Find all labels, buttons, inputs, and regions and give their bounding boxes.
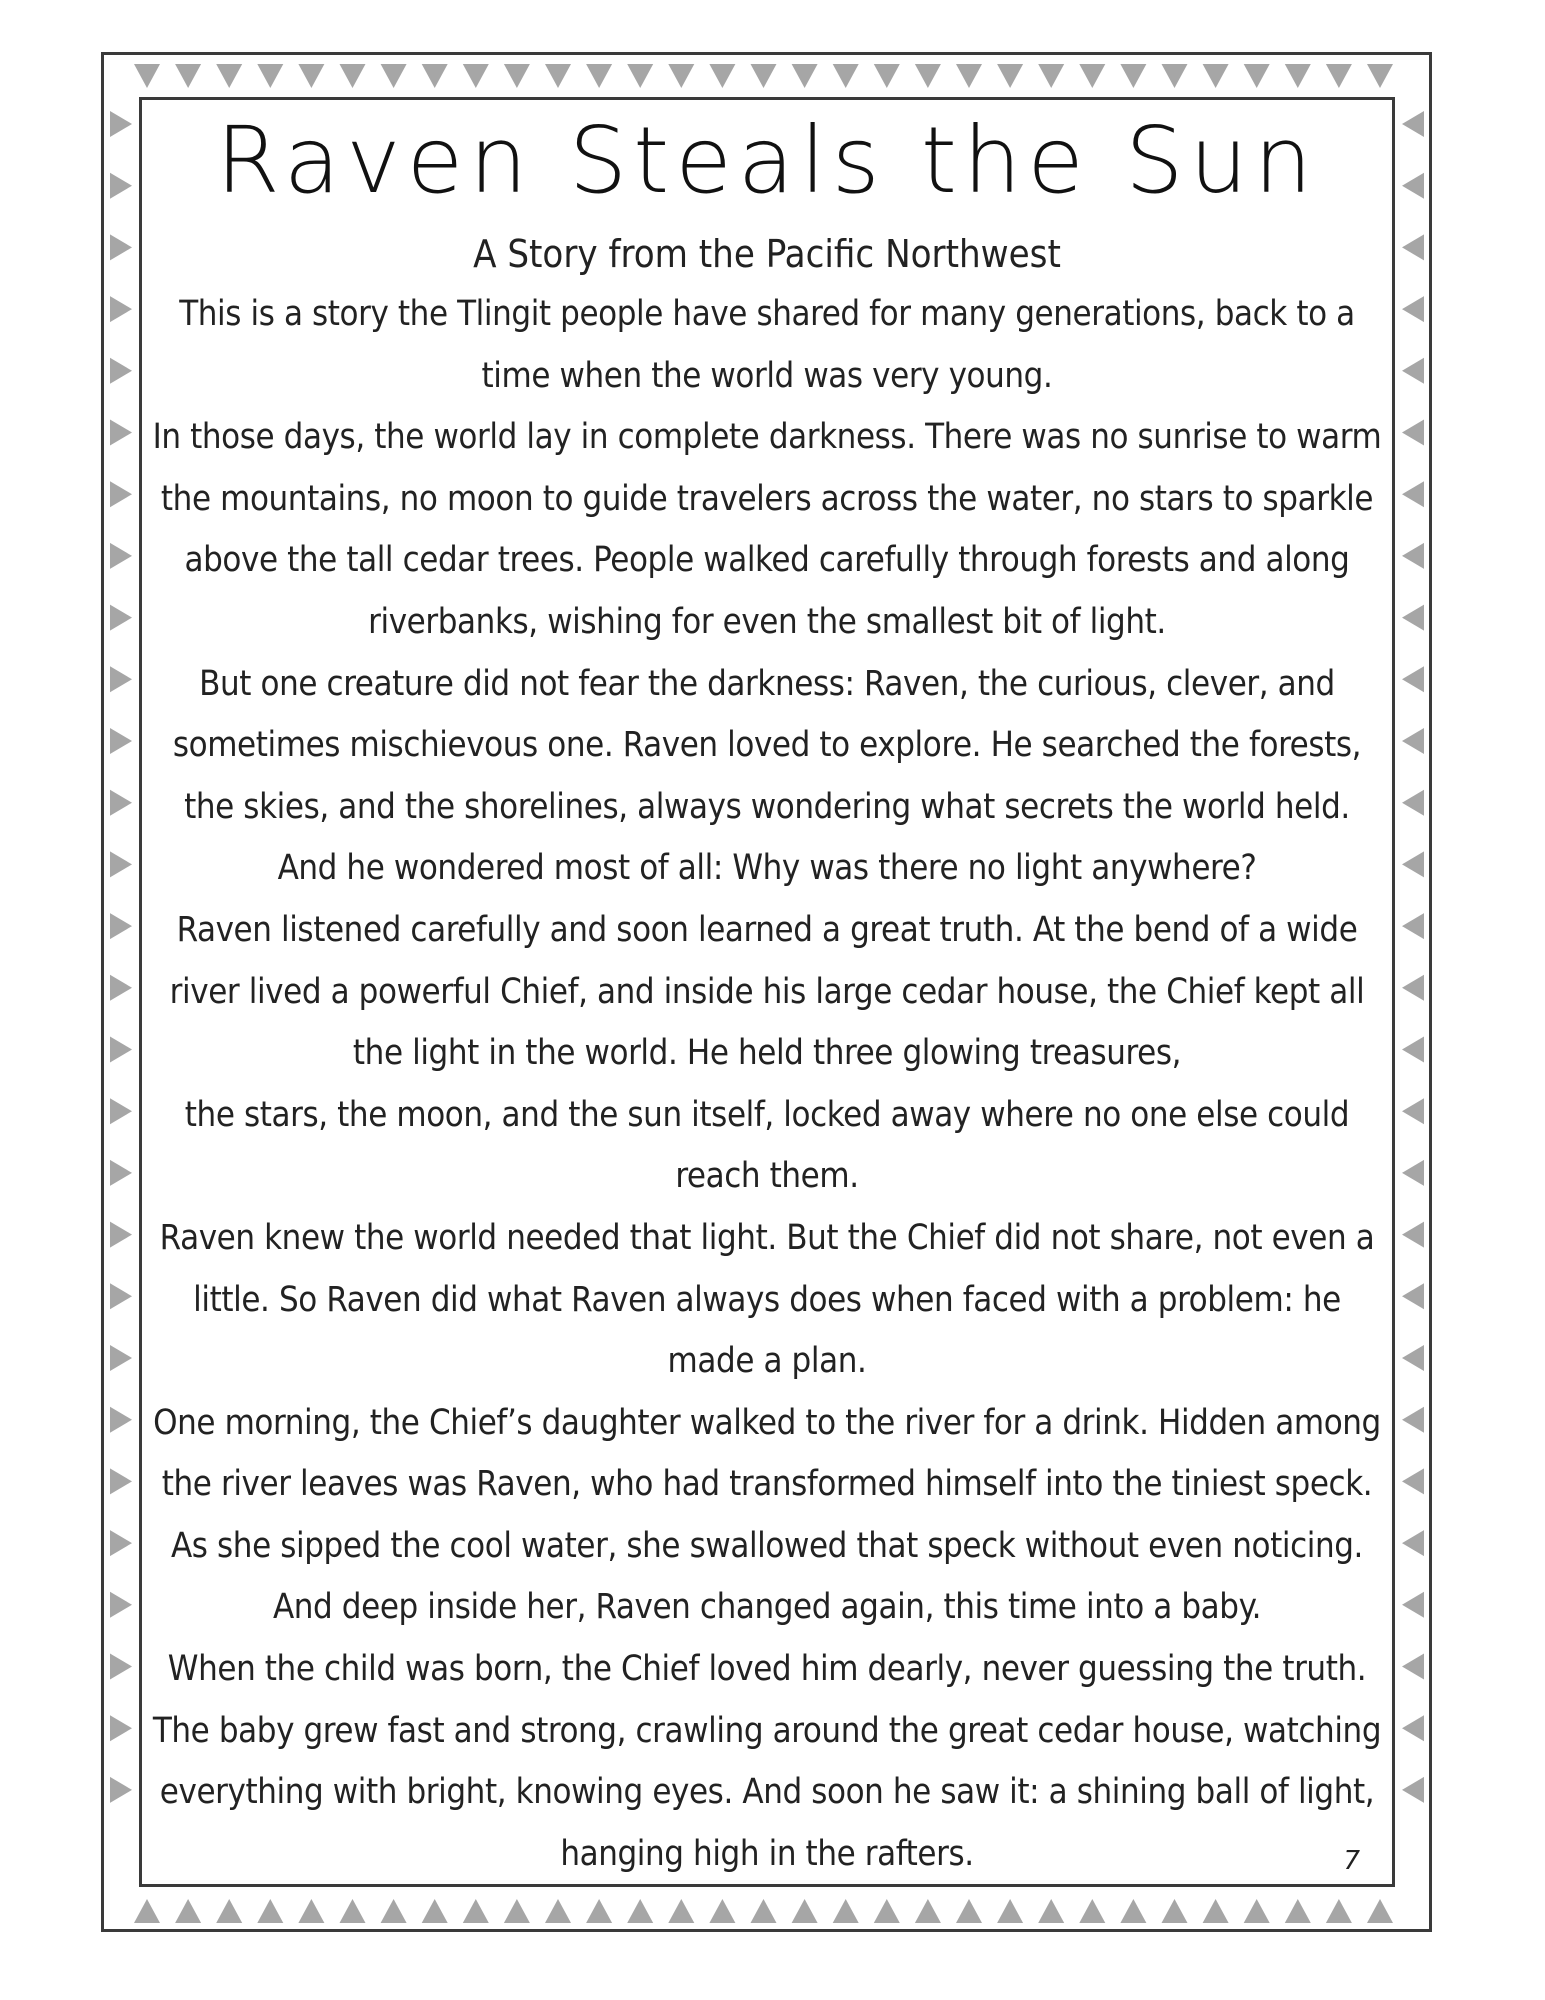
story-paragraph: Raven knew the world needed that light. But the Chief did not share, not even a little. So Raven did what Raven always does when faced with a problem: he made a plan. <box>159 1217 1375 1382</box>
page-content <box>150 100 1384 1880</box>
page-number: 7 <box>1343 1846 1360 1876</box>
story-paragraph: In those days, the world lay in complete darkness. There was no sunrise to warm the mountains, no moon to guide travelers across the water, no stars to sparkle above the tall cedar trees. People walked carefully through forests and along riverbanks, wishing for even the smallest bit of light. <box>152 417 1382 642</box>
story-paragraph: But one creature did not fear the darkness: Raven, the curious, clever, and sometimes mischievous one. Raven loved to explore. He searched the forests, the skies, and the shorelines, always wondering what secrets the world held. And he wondered most of all: Why was there no light anywhere? <box>172 663 1362 889</box>
story-subtitle: A Story from the Pacific Northwest <box>473 232 1061 276</box>
page-title: Raven Steals the Sun <box>215 107 1319 214</box>
story-paragraph: Raven listened carefully and soon learned a great truth. At the bend of a wide river lived a powerful Chief, and inside his large cedar house, the Chief kept all the light in the world. He held three glowing treasures, <box>169 909 1365 1074</box>
story-body <box>150 284 1384 1885</box>
story-paragraph: the stars, the moon, and the sun itself, locked away where no one else could reach them. <box>184 1094 1350 1197</box>
story-paragraph: One morning, the Chief’s daughter walked to the river for a drink. Hidden among the river leaves was Raven, who had transformed himself into the tiniest speck. As she sipped the cool water, she swallowed that speck without even noticing. And deep inside her, Raven changed again, this time into a baby. <box>153 1402 1381 1628</box>
story-paragraph: This is a story the Tlingit people have shared for many generations, back to a time when the world was very young. <box>179 294 1355 396</box>
story-paragraph: When the child was born, the Chief loved him dearly, never guessing the truth. The baby grew fast and strong, crawling around the great cedar house, watching everything with bright, knowing eyes. And soon he saw it: a shining ball of light, hanging high in the rafters. <box>152 1649 1382 1874</box>
